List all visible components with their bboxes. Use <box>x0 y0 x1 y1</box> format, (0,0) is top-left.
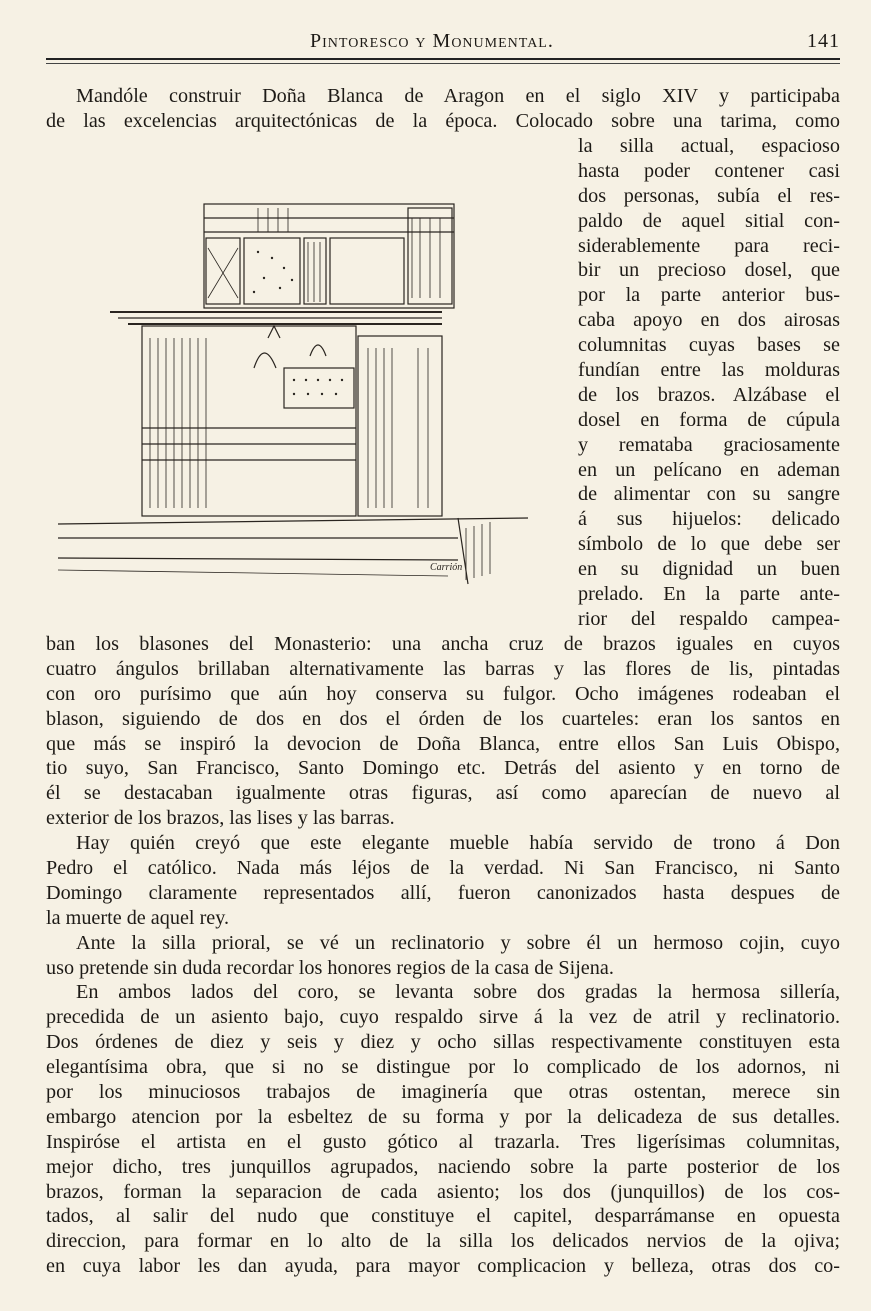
text-line: uso pretende sin duda recordar los honores regios de la casa de Sijena. <box>46 956 614 979</box>
text-line: Mandóle construir Doña Blanca de Aragon en el siglo XIV y participaba <box>76 85 840 107</box>
engraver-signature: Carrión <box>430 562 463 573</box>
text-line: tio suyo, San Francisco, Santo Domingo etc. Detrás del asiento y en torno de <box>46 757 840 780</box>
text-line: blason, siguiendo de dos en dos el órden de los cuarteles: eran los santos en <box>46 707 840 730</box>
text-line: rior del respaldo campea- <box>578 607 840 630</box>
text-line: columnitas cuyas bases se <box>578 334 840 357</box>
text-line: Pedro el católico. Nada más léjos de la verdad. Ni San Francisco, ni Santo <box>46 857 840 880</box>
text-line: ban los blasones del Monasterio: una ancha cruz de brazos iguales en cuyos <box>46 633 840 655</box>
text-line: prelado. En la parte ante- <box>578 583 840 606</box>
text-line: caba apoyo en dos airosas <box>578 309 840 332</box>
text-line: Ante la silla prioral, se vé un reclinatorio y sobre él un hermoso cojin, cuyo <box>76 931 840 954</box>
text-line: En ambos lados del coro, se levanta sobre dos gradas la hermosa sillería, <box>76 981 840 1004</box>
text-line: Dos órdenes de diez y seis y diez y ocho sillas respectivamente constituyen esta <box>46 1031 840 1054</box>
text-line: y remataba graciosamente <box>578 433 840 456</box>
text-line: tados, al salir del nudo que constituye el capitel, desparrámanse en opuesta <box>46 1205 840 1228</box>
text-line: direccion, para formar en lo alto de la silla los delicados nervios de la ojiva; <box>46 1230 840 1253</box>
text-line: elegantísima obra, que si no se distingue por lo complicado de los adornos, ni <box>46 1056 840 1079</box>
paragraph-bottom <box>46 632 840 1279</box>
choir-chair-engraving <box>58 188 538 598</box>
text-line: Inspiróse el artista en el gusto gótico al trazarla. Tres ligerísimas columnitas, <box>46 1130 840 1153</box>
text-line: bir un precioso dosel, que <box>578 259 840 282</box>
text-line: la muerte de aquel rey. <box>46 906 230 929</box>
text-line: por los minuciosos trabajos de imaginería que otras ostentan, merece sin <box>46 1081 840 1104</box>
paragraph-top <box>46 84 840 134</box>
text-line: mejor dicho, tres junquillos agrupados, naciendo sobre la parte posterior de los <box>46 1155 840 1178</box>
text-line: en cuya labor les dan ayuda, para mayor complicacion y belleza, otras dos co- <box>46 1255 840 1278</box>
running-header <box>46 26 840 54</box>
text-line: la silla actual, espacioso <box>578 135 840 157</box>
text-line: que más se inspiró la devocion de Doña Blanca, entre ellos San Luis Obispo, <box>46 732 840 755</box>
text-line: en su dignidad un buen <box>578 558 840 581</box>
text-line: dos personas, subía el res- <box>578 184 840 207</box>
text-line: Domingo claramente representados allí, fueron canonizados hasta despues de <box>46 881 840 904</box>
text-line: símbolo de lo que debe ser <box>578 533 840 556</box>
text-line: precedida de un asiento bajo, cuyo respaldo sirve á la vez de atril y reclinatorio. <box>46 1006 840 1029</box>
running-title: Pintoresco y Monumental. <box>310 30 554 52</box>
text-line: dosel en forma de cúpula <box>578 408 840 431</box>
header-rule <box>46 58 840 64</box>
text-line: siderablemente para reci- <box>578 234 840 257</box>
paragraph-side <box>578 134 840 632</box>
page-number: 141 <box>807 30 840 52</box>
text-line: brazos, forman la separacion de cada asiento; los dos (junquillos) de los cos- <box>46 1180 840 1203</box>
text-line: con oro purísimo que aún hoy conserva su fulgor. Ocho imágenes rodeaban el <box>46 682 840 705</box>
text-line: por la parte anterior bus- <box>578 284 840 307</box>
text-line: paldo de aquel sitial con- <box>578 209 840 232</box>
text-line: él se destacaban igualmente otras figuras, así como aparecían de nuevo al <box>46 782 840 805</box>
text-line: Hay quién creyó que este elegante mueble había servido de trono á Don <box>76 832 840 855</box>
text-line: á sus hijuelos: delicado <box>578 508 840 531</box>
text-line: cuatro ángulos brillaban alternativamente las barras y las flores de lis, pintadas <box>46 657 840 680</box>
text-line: embargo atencion por la esbeltez de su forma y por la delicadeza de sus detalles. <box>46 1105 840 1128</box>
text-line: de alimentar con su sangre <box>578 483 840 506</box>
text-line: en un pelícano en ademan <box>578 458 840 481</box>
text-line: exterior de los brazos, las lises y las barras. <box>46 807 395 830</box>
text-line: de las excelencias arquitectónicas de la época. Colocado sobre una tarima, como <box>46 109 840 132</box>
text-line: de los brazos. Alzábase el <box>578 383 840 406</box>
text-line: hasta poder contener casi <box>578 159 840 182</box>
text-line: fundían entre las molduras <box>578 359 840 382</box>
